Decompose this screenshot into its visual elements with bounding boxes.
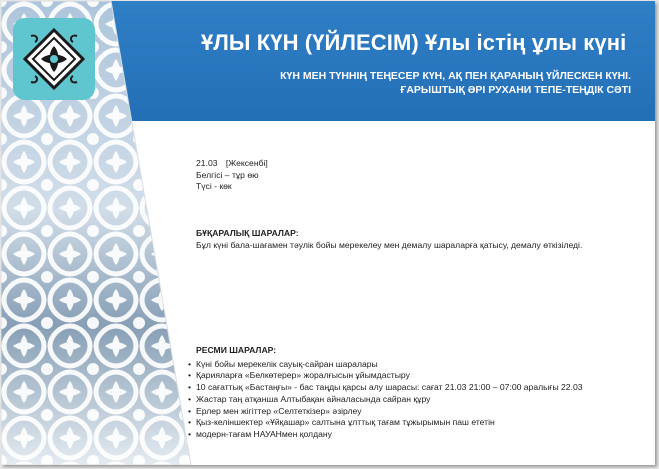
symbol-line: Белгісі – тұр өю (196, 169, 259, 180)
mass-events-section (196, 228, 582, 251)
date: 21.03 (196, 158, 218, 168)
bullet-icon: • (188, 382, 192, 393)
date-line (196, 158, 646, 170)
subtitle-line-2: ҒАРЫШТЫҚ ӘРІ РУХАНИ ТЕПЕ-ТЕҢДІК СӘТІ (400, 84, 631, 96)
bullet-icon: • (188, 429, 192, 440)
bullet-icon: • (188, 393, 192, 404)
slide (1, 1, 655, 465)
page-subtitle (211, 69, 631, 97)
bullet-icon: • (188, 417, 192, 428)
color-line: Түсі - көк (196, 181, 232, 191)
bullet-icon: • (188, 405, 192, 416)
subtitle-line-1: КҮН МЕН ТҮННІҢ ТЕҢЕСЕР КҮН, АҚ ПЕН ҚАРАНЫҢ ҮЙЛЕСКЕН КҮНІ. (280, 70, 631, 82)
list-item: • Жастар таң атқанша Алтыбақан айналасында сайран құру (188, 393, 431, 404)
bullet-icon: • (188, 358, 192, 369)
mass-events-text: Бұл күні бала-шағамен тәулік бойы мерекелеу мен демалу шараларға қатысу, демалу өткізіледі. (196, 239, 583, 250)
official-events-heading: РЕСМИ ШАРАЛАР: (196, 345, 277, 355)
official-events-section (188, 345, 583, 441)
list-item: • Күні бойы мерекелік сауық-сайран шаралары (188, 358, 378, 369)
logo (13, 18, 95, 100)
content (188, 158, 646, 440)
mass-events-heading: БҰҚАРАЛЫҚ ШАРАЛАР: (196, 228, 299, 238)
ornament-logo-icon (13, 18, 95, 100)
list-item: • Қарияларға «Белкөтерер» жоралғысын ұйымдастыру (188, 370, 410, 381)
list-item: • 10 сағаттық «Бастаңғы» - бас таңды қарсы алу шарасы: сағат 21.03 21:00 – 07:00 аралығы 22.03 (188, 382, 583, 393)
list-item: • Қыз-келіншектер «Ұйқашар» салтына ұлттық тағам тұжырымын паш ететін (188, 417, 495, 428)
page-title: ҰЛЫ КҮН (ҮЙЛЕСІМ) Ұлы істің ұлы күні (201, 30, 627, 55)
list-item: • Ерлер мен жігіттер «Селтеткізер» әзірлеу (188, 405, 362, 416)
bullet-icon: • (188, 370, 192, 381)
weekday: [Жексенбі] (225, 158, 268, 168)
official-events-list (188, 359, 583, 442)
list-item: • модерн-тағам НАУАНмен қолдану (188, 429, 332, 440)
